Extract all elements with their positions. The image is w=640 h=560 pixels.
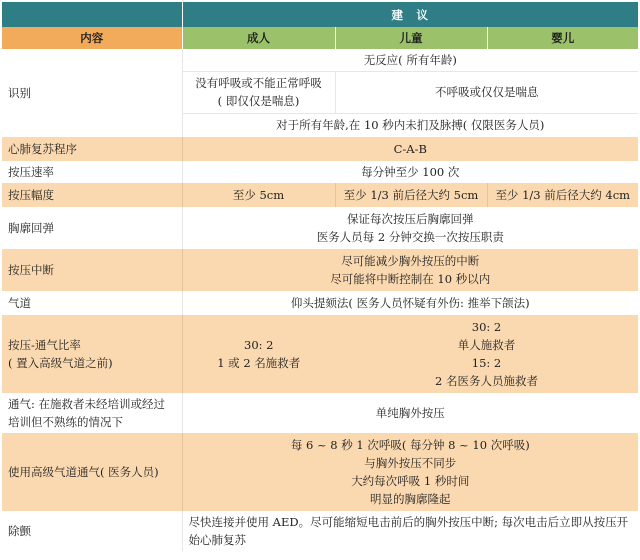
header-child: 儿童 xyxy=(335,27,487,49)
ratio-child-line2: 单人施救者 xyxy=(457,338,516,352)
ratio-adult-line1: 30: 2 xyxy=(244,338,274,352)
advanced-airway-line2: 与胸外按压不同步 xyxy=(364,456,457,470)
compression-depth-adult: 至少 5cm xyxy=(182,183,335,207)
recognition-adult xyxy=(182,71,335,113)
airway-value: 仰头提颏法( 医务人员怀疑有外伤: 推举下颌法) xyxy=(182,291,638,315)
row-label-cpr-sequence: 心肺复苏程序 xyxy=(2,137,182,161)
advanced-airway-line1: 每 6 ~ 8 秒 1 次呼吸( 每分钟 8 ~ 10 次呼吸) xyxy=(290,438,530,452)
ratio-child-line1: 30: 2 xyxy=(471,320,502,334)
untrained-value: 单纯胸外按压 xyxy=(182,393,638,433)
header-blank-cell xyxy=(2,2,182,27)
cpr-sequence-value: C-A-B xyxy=(182,137,638,161)
header-infant: 婴儿 xyxy=(487,27,638,49)
header-adult: 成人 xyxy=(182,27,335,49)
row-label-recognition: 识别 xyxy=(2,49,182,137)
row-label-compression-depth: 按压幅度 xyxy=(2,183,182,207)
ratio-label-line1: 按压-通气比率 xyxy=(8,338,81,352)
row-label-airway: 气道 xyxy=(2,291,182,315)
cpr-recommendation-table xyxy=(2,2,638,551)
row-label-interruption: 按压中断 xyxy=(2,249,182,291)
ratio-label-line2: ( 置入高级气道之前) xyxy=(8,356,113,370)
chest-recoil-value xyxy=(182,207,638,249)
untrained-label-line2: 培训但不熟练的情况下 xyxy=(8,415,123,429)
chest-recoil-line1: 保证每次按压后胸廓回弹 xyxy=(347,212,474,226)
row-label-untrained xyxy=(2,393,182,433)
interruption-line2: 尽可能将中断控制在 10 秒以内 xyxy=(330,272,491,286)
ratio-adult xyxy=(182,315,335,393)
compression-depth-infant: 至少 1/3 前后径大约 4cm xyxy=(487,183,638,207)
recognition-child-infant: 不呼吸或仅仅是喘息 xyxy=(335,71,638,113)
row-label-advanced-airway: 使用高级气道通气( 医务人员) xyxy=(2,433,182,511)
row-label-defibrillation: 除颤 xyxy=(2,511,182,551)
untrained-label-line1: 通气: 在施救者未经培训或经过 xyxy=(8,397,166,411)
advanced-airway-line4: 明显的胸廓隆起 xyxy=(370,492,451,506)
header-content: 内容 xyxy=(2,27,182,49)
defibrillation-value: 尽快连接并使用 AED。尽可能缩短电击前后的胸外按压中断; 每次电击后立即从按压开始心肺复苏 xyxy=(182,511,638,551)
recognition-adult-line2: ( 即仅仅是喘息) xyxy=(217,94,300,108)
interruption-line1: 尽可能减少胸外按压的中断 xyxy=(341,254,480,268)
ratio-child-infant xyxy=(335,315,638,393)
interruption-value xyxy=(182,249,638,291)
recognition-adult-line1: 没有呼吸或不能正常呼吸 xyxy=(195,76,322,90)
header-recommendation: 建 议 xyxy=(182,2,638,27)
ratio-child-line4: 2 名医务人员施救者 xyxy=(435,374,538,388)
chest-recoil-line2: 医务人员每 2 分钟交换一次按压职责 xyxy=(316,230,504,244)
recognition-pulse: 对于所有年龄,在 10 秒内未扪及脉搏( 仅限医务人员) xyxy=(182,113,638,137)
row-label-compression-rate: 按压速率 xyxy=(2,161,182,183)
recognition-all-ages: 无反应( 所有年龄) xyxy=(182,49,638,71)
row-label-chest-recoil: 胸廓回弹 xyxy=(2,207,182,249)
compression-depth-child: 至少 1/3 前后径大约 5cm xyxy=(335,183,487,207)
compression-rate-value: 每分钟至少 100 次 xyxy=(182,161,638,183)
ratio-adult-line2: 1 或 2 名施救者 xyxy=(217,356,301,370)
advanced-airway-line3: 大约每次呼吸 1 秒时间 xyxy=(351,474,470,488)
row-label-ratio xyxy=(2,315,182,393)
advanced-airway-value xyxy=(182,433,638,511)
ratio-child-line3: 15: 2 xyxy=(471,356,502,370)
